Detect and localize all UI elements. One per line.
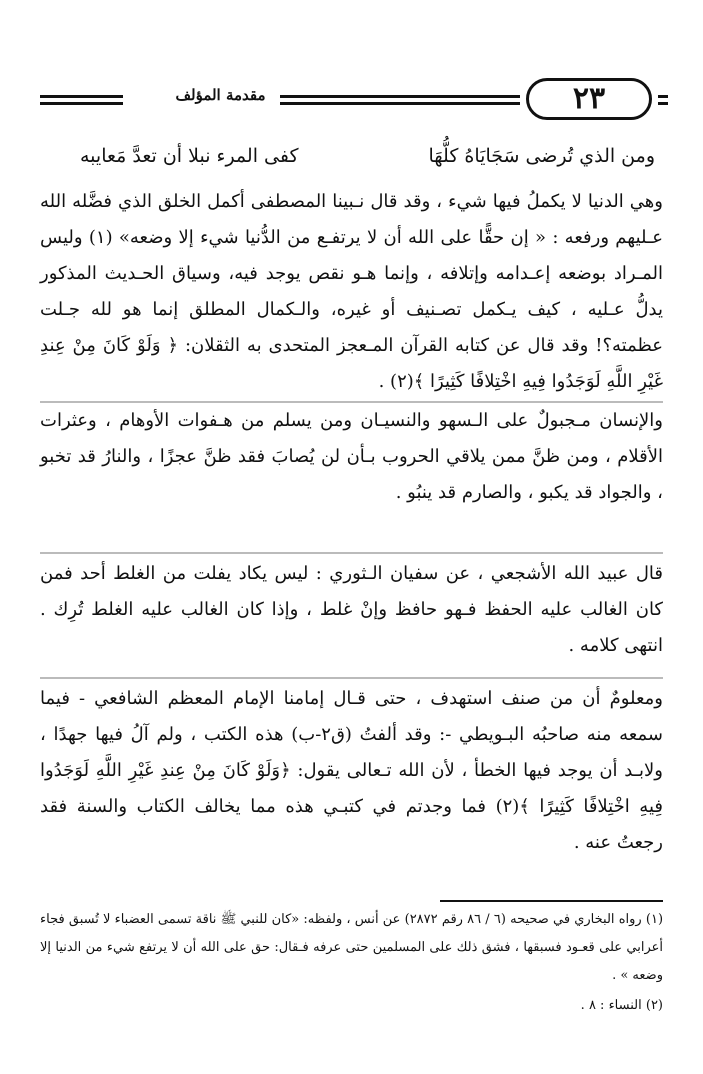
verse-hemistich-left: كفى المرء نبلا أن تعدَّ مَعايبه — [80, 145, 299, 167]
paragraph-divider — [40, 552, 663, 554]
verse-hemistich-right: ومن الذي تُرضى سَجَايَاهُ كلُّهَا — [428, 145, 655, 167]
header-rule-right-bottom — [658, 102, 668, 105]
header-rule-left-bottom — [40, 102, 123, 105]
page-header — [40, 78, 668, 124]
header-rule-right-top — [658, 95, 668, 98]
header-rule-mid-bottom — [280, 102, 520, 105]
header-rule-left-top — [40, 95, 123, 98]
header-rule-mid-top — [280, 95, 520, 98]
paragraph-2: والإنسان مـجبولٌ على الـسهو والنسيـان ومن يسلم من هـفوات الأوهام ، وعثرات الأقلام ، ومن ظنَّ ممن يلاقي الحروب بـأن لن يُصابَ فقد ظنَّ عجزًا ، والنارُ قد تخبو ، والجواد قد يكبو ، والصارم قد ينبُو . — [40, 410, 663, 503]
page-number: ٢٣ — [526, 78, 652, 120]
footnote-1: (١) رواه البخاري في صحيحه (٦ / ٨٦ رقم ٢٨٧٢) عن أنس ، ولفظه: «كان للنبي ﷺ ناقة تسمى العضباء لا تُسبق فجاء أعرابي على قعـود فسبقها ، فشق ذلك على المسلمين حتى عرفه فـقال: حق على الله أن لا يرتفع شيء من الدنيا إلا وضعه » . — [40, 912, 664, 983]
paragraph-3: قال عبيد الله الأشجعي ، عن سفيان الـثوري : ليس يكاد يفلت من الغلط أحد فمن كان الغالب عليه الحفظ فـهو حافظ وإنْ غلط ، وإذا كان الغالب عليه الغلط تُرِك . انتهى كلامه . — [40, 563, 663, 656]
paragraph-4: ومعلومٌ أن من صنف استهدف ، حتى قـال إمامنا الإمام المعظم الشافعي - فيما سمعه منه صاحبُه البـويطي -: وقد ألفتُ (ق٢-ب) هذه الكتب ، ولم آلُ فيها جهدًا ، ولابـد أن يوجد فيها الخطأ ، لأن الله تـعالى يقول: ﴿وَلَوْ كَانَ مِنْ عِندِ غَيْرِ اللَّهِ لَوَجَدُوا فِيهِ اخْتِلافًا كَثِيرًا ﴾(٢) فما وجدتم في كتبـي هذه مما يخالف الكتاب والسنة فقد رجعتُ عنه . — [40, 688, 663, 853]
footnote-2: (٢) النساء : ٨ . — [580, 998, 663, 1013]
paragraph-1: وهي الدنيا لا يكملُ فيها شيء ، وقد قال نـبينا المصطفى أكمل الخلق الذي فضَّله الله عـليهم ورفعه : « إن حقًّا على الله أن لا يرتفـع من الدُّنيا شيء إلا وضعه» (١) وليس المـراد بوضعه إعـدامه وإتلافه ، وإنما هـو نقص يوجد فيه، وسياق الحـديث المذكور يدلُّ عـليه ، كيف يـكمل تصـنيف أو غيره، والـكمال المطلق إنما هو لله جـلت عظمته؟! وقد قال عن كتابه القرآن المـعجز المتحدى به الثقلان: ﴿ وَلَوْ كَانَ مِنْ عِندِ غَيْرِ اللَّهِ لَوَجَدُوا فِيهِ اخْتِلافًا كَثِيرًا ﴾(٢) . — [40, 191, 663, 392]
running-head-title: مقدمة المؤلف — [175, 86, 266, 104]
footnote-separator — [440, 900, 663, 902]
paragraph-divider — [40, 677, 663, 679]
